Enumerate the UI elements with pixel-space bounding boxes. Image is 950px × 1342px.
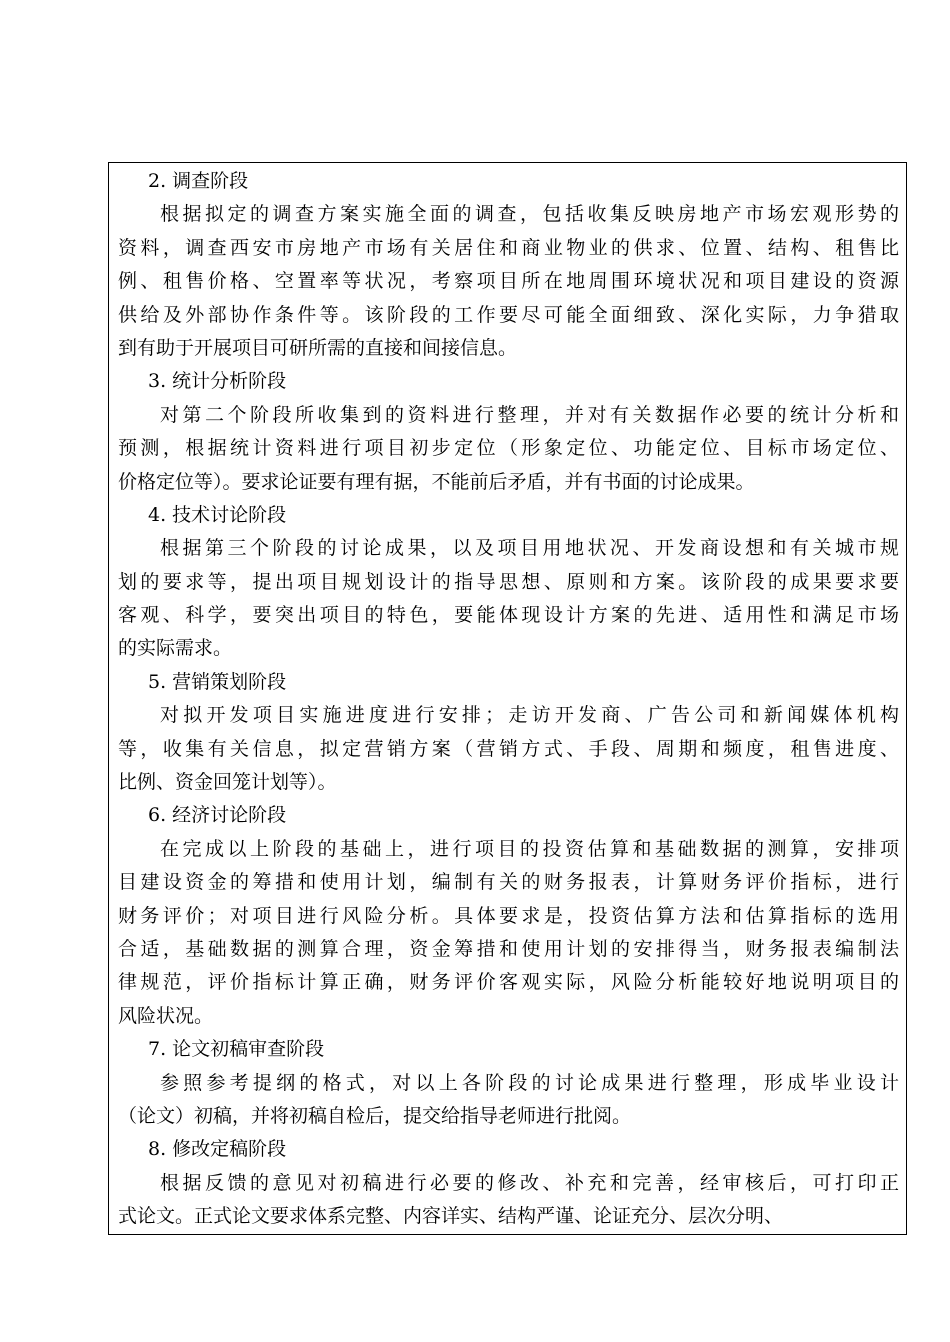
section-number: 8.: [148, 1138, 167, 1161]
section-paragraph: [118, 198, 899, 365]
section-number: 7.: [148, 1038, 167, 1061]
paragraph-line: 供给及外部协作条件等。该阶段的工作要尽可能全面细致、深化实际，力争猎取: [118, 303, 899, 326]
section-paragraph: [118, 399, 899, 499]
section-heading: [118, 499, 899, 532]
paragraph-line: 在完成以上阶段的基础上，进行项目的投资估算和基础数据的测算，安排项: [160, 837, 899, 860]
paragraph-line: 风险状况。: [118, 1004, 214, 1027]
paragraph-line: 律规范，评价指标计算正确，财务评价客观实际，风险分析能较好地说明项目的: [118, 971, 899, 994]
paragraph-line: 等，收集有关信息，拟定营销方案（营销方式、手段、周期和频度，租售进度、: [118, 737, 899, 760]
document-frame: [108, 162, 907, 1235]
paragraph-line: 价格定位等）。要求论证要有理有据，不能前后矛盾，并有书面的讨论成果。: [118, 470, 755, 493]
paragraph-line: 资料，调查西安市房地产市场有关居住和商业物业的供求、位置、结构、租售比: [118, 236, 899, 259]
paragraph-line: （论文）初稿，并将初稿自检后，提交给指导老师进行批阅。: [118, 1104, 632, 1127]
paragraph-line: 合适，基础数据的测算合理，资金筹措和使用计划的安排得当，财务报表编制法: [118, 937, 899, 960]
paragraph-line: 式论文。正式论文要求体系完整、内容详实、结构严谨、论证充分、层次分明、: [118, 1205, 784, 1228]
section-paragraph: [118, 699, 899, 799]
paragraph-line: 根据反馈的意见对初稿进行必要的修改、补充和完善，经审核后，可打印正: [160, 1171, 899, 1194]
section-heading: [118, 666, 899, 699]
paragraph-line: 比例、资金回笼计划等）。: [118, 771, 337, 794]
paragraph-line: 例、租售价格、空置率等状况，考察项目所在地周围环境状况和项目建设的资源: [118, 270, 899, 293]
paragraph-line: 目建设资金的筹措和使用计划，编制有关的财务报表，计算财务评价指标，进行: [118, 871, 899, 894]
section-title: 统计分析阶段: [172, 370, 287, 393]
section-title: 营销策划阶段: [172, 670, 287, 693]
section-paragraph: [118, 833, 899, 1033]
section-number: 2.: [148, 170, 167, 192]
section-number: 6.: [148, 804, 167, 827]
section-heading: [118, 1033, 899, 1066]
section-heading: [118, 165, 899, 198]
section-number: 4.: [148, 503, 167, 526]
paragraph-line: 根据第三个阶段的讨论成果，以及项目用地状况、开发商设想和有关城市规: [160, 537, 899, 560]
paragraph-line: 预测，根据统计资料进行项目初步定位（形象定位、功能定位、目标市场定位、: [118, 437, 899, 460]
section-heading: [118, 365, 899, 398]
section-title: 调查阶段: [172, 170, 249, 192]
paragraph-line: 对拟开发项目实施进度进行安排；走访开发商、广告公司和新闻媒体机构: [160, 704, 899, 727]
paragraph-line: 的实际需求。: [118, 637, 233, 660]
section-paragraph: [118, 532, 899, 666]
paragraph-line: 划的要求等，提出项目规划设计的指导思想、原则和方案。该阶段的成果要求要: [118, 570, 899, 593]
paragraph-line: 财务评价；对项目进行风险分析。具体要求是，投资估算方法和估算指标的选用: [118, 904, 899, 927]
paragraph-line: 客观、科学，要突出项目的特色，要能体现设计方案的先进、适用性和满足市场: [118, 604, 899, 627]
section-title: 论文初稿审查阶段: [172, 1038, 325, 1061]
section-number: 3.: [148, 370, 167, 393]
section-title: 经济讨论阶段: [172, 804, 287, 827]
section-heading: [118, 799, 899, 832]
section-paragraph: [118, 1067, 899, 1134]
document-content: [118, 165, 899, 1234]
paragraph-line: 根据拟定的调查方案实施全面的调查，包括收集反映房地产市场宏观形势的: [160, 203, 899, 226]
section-title: 修改定稿阶段: [172, 1138, 287, 1161]
paragraph-line: 参照参考提纲的格式，对以上各阶段的讨论成果进行整理，形成毕业设计: [160, 1071, 899, 1094]
section-paragraph: [118, 1167, 899, 1234]
section-heading: [118, 1133, 899, 1166]
section-number: 5.: [148, 670, 167, 693]
paragraph-line: 对第二个阶段所收集到的资料进行整理，并对有关数据作必要的统计分析和: [160, 403, 899, 426]
section-title: 技术讨论阶段: [172, 503, 287, 526]
paragraph-line: 到有助于开展项目可研所需的直接和间接信息。: [118, 336, 518, 359]
